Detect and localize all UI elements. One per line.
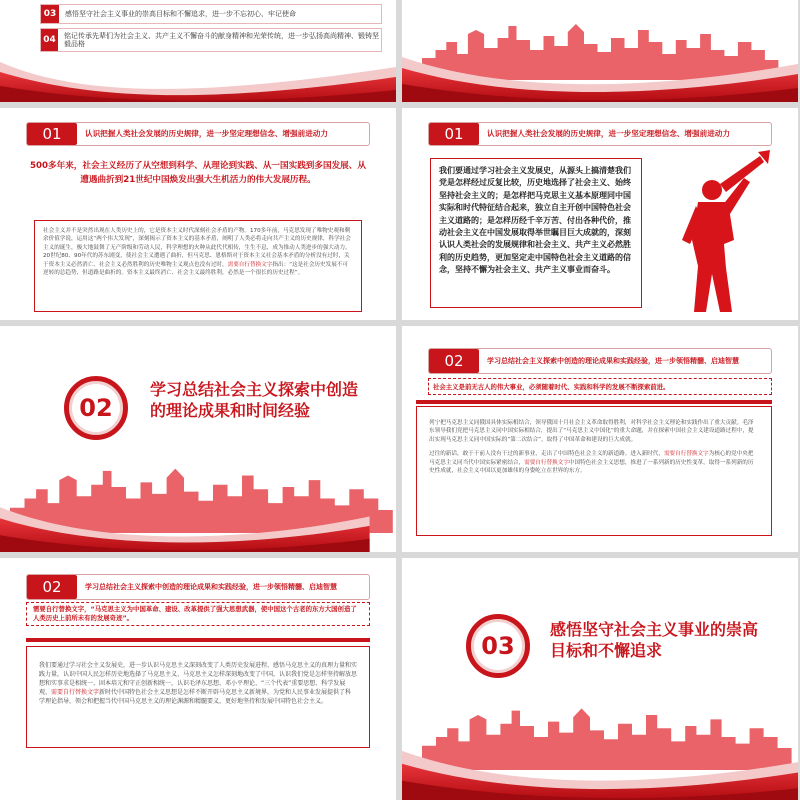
body-text: 新时代中国特色社会主义思想是怎样不断开辟马克思主义新境界，为党和人民事业发展提供了科学理论指导，领会和把握当代中国马克思主义的理论渊源和精髓要义，更好地坚持和发展中国特色社会主义。 <box>39 689 352 705</box>
section-header <box>26 574 370 600</box>
divider <box>416 400 772 404</box>
quote-box: 社会主义是前无古人的伟大事业，必须随着时代、实践和科学的发展不断探索前进。 <box>428 378 772 395</box>
body-paragraph: 列宁把马克思主义同俄国具体实际相结合，领导俄国十月社会主义革命取得胜利，对科学社会主义理论和实践作出了重大贡献。毛泽东领导我们党把马克思主义同中国实际相结合，提出了“马克思主义中国化”的重大命题，并在探索中国社会主义建设道路过程中，提出实现马克思主义同中国实际的“第二次结合”，取得了中国革命和建设的巨大成就。 <box>429 420 754 443</box>
section-title: 认识把握人类社会发展的历史规律，进一步坚定理想信念、增强前进动力 <box>487 129 730 139</box>
placeholder-text: 需要自行替换文字 <box>51 689 100 696</box>
headline-text: 500多年来，社会主义经历了从空想到科学、从理论到实践、从一国实践到多国发展、从遭遇曲折到21世纪中国焕发出强大生机活力的伟大发展历程。 <box>30 161 366 185</box>
body-paragraph: 过往的新话，敢于干前人没有干过的新事业，走出了中国特色社会主义的新道路。进入新时代，需要自行替换文字为核心的党中央把马克思主义同当代中国实际紧密结合，需要自行替换文字中国特色社会主义思想，推进了一系列新的历史性变革，取得一系列新的历史性成就，社会主义中国以更加雄伟的身姿屹立在世界的东方。 <box>429 451 754 474</box>
body-text: 社会主义并不是突然出现在人类历史上的，它是资本主义时代深刻社会矛盾的产物。170多年前，马克思发现了唯物史观和剩余价值学说，运用这“两个伟大发现”，深刻揭示了资本主义的基本矛盾，阐明了人类必将走向共产主义的历史规律，科学社会主义的诞生，极大地鼓舞了无产阶级和劳动人民，科学理想的火种从此代代相传，生生不息，成为推动人类进步的强大动力。20世纪80、90年代的苏东剧变，使社会主义遭遇了曲折，但马克思、恩格斯对于资本主义社会基本矛盾的分析没有过时，关于资本主义必然消亡、社会主义必然胜利的历史唯物主义观点也没有过时， <box>43 228 351 268</box>
body-text-box <box>34 220 362 312</box>
red-wave-decoration <box>0 42 396 102</box>
slide-1[interactable] <box>0 0 396 102</box>
section-header <box>428 348 772 374</box>
slide-3[interactable] <box>0 108 396 320</box>
section-title: 认识把握人类社会发展的历史规律，进一步坚定理想信念、增强前进动力 <box>85 129 328 139</box>
section-number: 02 <box>27 575 77 599</box>
section-header <box>26 122 370 146</box>
quote-box: 需要自行替换文字，“马克思主义为中国革命、建设、改革提供了强大思想武器，使中国这个古老的东方大国创造了人类历史上前所未有的发展奇迹”。 <box>26 602 370 626</box>
slide-4[interactable] <box>402 108 798 320</box>
item-number: 04 <box>41 29 58 51</box>
section-title: 学习总结社会主义探索中创造的理论成果和实践经验，进一步领悟精髓、启迪智慧 <box>85 582 337 591</box>
slide-8[interactable] <box>402 558 798 800</box>
body-text-box <box>26 646 370 748</box>
slide-2[interactable] <box>402 0 798 102</box>
slide-5[interactable] <box>0 326 396 552</box>
body-text: 我们要通过学习社会主义发展史，从源头上搞清楚我们党是怎样经过反复比较，历史地选择了社会主义、始终坚持社会主义的；是怎样把马克思主义基本原理同中国实际和时代特征结合起来，独立自主开创中国特色社会主义道路的；是怎样历经千辛万苦、付出各种代价，推动社会主义在中国发展取得举世瞩目巨大成就的，深刻认识人类社会的发展规律和社会主义、共产主义必然胜利的历史趋势，更加坚定走中国特色社会主义道路的信念，坚持不懈为社会主义、共产主义事业而奋斗。 <box>439 166 631 275</box>
placeholder-text: 需要自行替换文字 <box>227 261 273 268</box>
divider <box>26 638 370 642</box>
slide-6[interactable] <box>402 326 798 552</box>
section-header <box>428 122 772 146</box>
slide-7[interactable] <box>0 558 396 800</box>
bugler-silhouette-icon <box>672 148 772 318</box>
section-number: 02 <box>429 349 479 373</box>
red-wave-decoration <box>402 736 798 800</box>
section-title: 感悟坚守社会主义事业的崇高目标和不懈追求 <box>550 620 759 660</box>
red-wave-decoration <box>402 42 798 102</box>
section-title: 学习总结社会主义探索中创造的理论成果和时间经验 <box>150 380 359 420</box>
red-wave-decoration <box>0 496 370 552</box>
section-number-badge: 03 <box>466 614 530 678</box>
section-number-badge: 02 <box>64 376 128 440</box>
item-number: 03 <box>41 5 59 23</box>
section-number: 01 <box>429 123 479 145</box>
body-text: 指出：“这是社会历史发展不可逆转的总趋势，但道路是曲折的。资本主义最终消亡、社会主义最终胜利，必然是一个很长的历史过程”。 <box>43 261 348 276</box>
section-number: 01 <box>27 123 77 145</box>
list-item-03 <box>40 4 382 24</box>
section-title: 学习总结社会主义探索中创造的理论成果和实践经验，进一步领悟精髓、启迪智慧 <box>487 356 739 365</box>
item-text: 感悟坚守社会主义事业的崇高目标和不懈追求，进一步不忘初心、牢记使命 <box>65 9 296 18</box>
body-text-box <box>416 406 772 536</box>
body-text-box <box>430 158 642 308</box>
body-text: 我们要通过学习社会主义发展史，进一步认识马克思主义深刻改变了人类历史发展进程、感悟马克思主义的真理力量和实践力量，认识中国人民怎样历史地选择了马克思主义、马克思主义怎样深刻地改变了中国，认识我们党是怎样坚持解放思想和实事求是相统一、固本培元和守正创新相统一，认识毛泽东思想、邓小平理论、“三个代表”重要思想、科学发展观、 <box>39 662 358 696</box>
item-text: 铭记传承先辈们为社会主义、共产主义不懈奋斗的献身精神和光荣传统，进一步弘扬高尚精神、锻铸坚毅品格 <box>63 31 379 48</box>
